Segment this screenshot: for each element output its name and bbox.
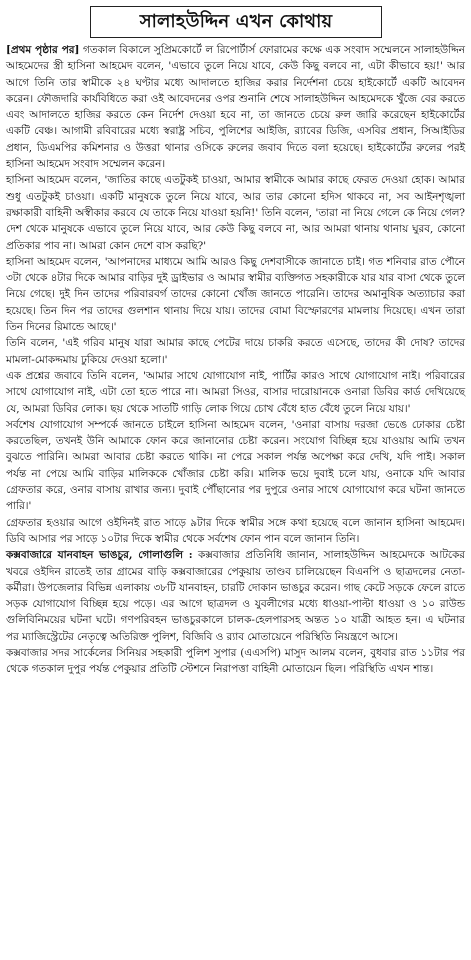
paragraph-text: তিনি বলেন, 'এই গরিব মানুষ যারা আমার কাছে পেটের দায়ে চাকরি করতে এসেছে, তাদের কী দোষ? তাদের মামলা-মোকদ্দমায় ঢুকিয়ে দেওয়া হলো।'	[6, 337, 465, 366]
paragraph-text: হাসিনা আহমেদ বলেন, 'জাতির কাছে এতটুকই চাওয়া, আমার স্বামীকে আমার কাছে ফেরত দেওয়া হোক। আমার শুধু এতটুকই চাওয়া। একটি মানুষকে তুলে নিয়ে যাবে, আর তার কোনো হদিস থাকবে না, সব আইনশৃঙ্খলা রক্ষাকারী বাহিনী অস্বীকার করবে যে তাকে নিয়ে যাওয়া হয়নি!' তিনি বলেন, 'তারা না নিয়ে গেলে কে নিয়ে গেল? দেশ থেকে মানুষকে এভাবে তুলে নিয়ে যাবে, আর কেউ কিছু বলবে না, আর আমরা থানায় থানায় ঘুরব, কোনো প্রতিকার পাব না। আমরা কোন দেশে বাস করছি?'	[6, 174, 465, 252]
paragraph	[6, 368, 465, 417]
paragraph	[6, 645, 465, 678]
paragraph-text: হাসিনা আহমেদ বলেন, 'আপনাদের মাধ্যমে আমি আরও কিছু দেশবাসীকে জানাতে চাই। গত শনিবার রাত পৌনে ৩টা থেকে ৪টার দিকে আমার বাড়ির দুই ড্রাইভার ও আমার স্বামীর ব্যক্তিগত সহকারীকে যার যার বাসা থেকে তুলে নিয়ে গেছে। দুই দিন তাদের পরিবারবর্গ তাদের কোনো খোঁজ জানতে পারেনি। তাদের অমানুষিক অত্যাচার করা হয়েছে। তিন দিন পর তাদের গুলশান থানায় দিয়ে যায়। তাদের বোমা বিস্ফোরণের মামলায় দিয়েছে। এখন তারা তিন দিনের রিমান্ডে আছে।'	[6, 255, 465, 334]
paragraph-text: গতকাল বিকালে সুপ্রিমকোর্টে ল রিপোর্টার্স ফোরামের কক্ষে এক সংবাদ সম্মেলনে সালাহউদ্দিন আহমেদের স্ত্রী হাসিনা আহমেদ বলেন, 'এভাবে তুলে নিয়ে যাবে, কেউ কিছু বলবে না, এটা কীভাবে হয়!' আর আগে তিনি তার স্বামীকে ২৪ ঘণ্টার মধ্যে আদালতে হাজির করার নির্দেশনা চেয়ে হাইকোর্টে একটি আবেদন করেন। ফৌজদারি কার্যবিধিতে করা ওই আবেদনের ওপর শুনানি শেষে সালাহউদ্দিন আহমেদকে খুঁজে বের করতে এবং আদালতে হাজির করতে কেন নির্দেশ দেওয়া হবে না, তা জানতে চেয়ে রুল জারি করেছেন হাইকোর্টের একটি বেঞ্চ। আগামী রবিবারের মধ্যে স্বরাষ্ট্র সচিব, পুলিশের আইজি, র‍্যাবের ডিজি, এসবির প্রধান, সিআইডির প্রধান, ডিএমপির কমিশনার ও উত্তরা থানার ওসিকে রুলের জবাব দিতে বলা হয়েছে। হাইকোর্টের রুলের পরই হাসিনা আহমেদ সংবাদ সম্মেলন করেন।	[6, 44, 465, 171]
paragraph-text: গ্রেফতার হওয়ার আগে ওইদিনই রাত সাড়ে ৯টার দিকে স্বামীর সঙ্গে কথা হয়েছে বলে জানান হাসিনা আহমেদ। ডিবি আসার পর সাড়ে ১০টার দিকে স্বামীর থেকে সর্বশেষ ফোন পান বলে জানান তিনি।	[6, 516, 465, 545]
paragraph-text: সর্বশেষ যোগাযোগ সম্পর্কে জানতে চাইলে হাসিনা আহমেদ বলেন, 'ওনারা বাসায় দরজা ভেঙে ঢোকার চেষ্টা করতেছিল, তখনই উনি আমাকে ফোন করে জানানোর চেষ্টা করেন। সংযোগ বিচ্ছিন্ন হয়ে যাওয়ায় আমি তখন বুঝতে পারিনি। আমরা আবার চেষ্টা করতে থাকি। না পেরে সকাল পর্যন্ত অপেক্ষা করে দেখি, যদি পাই। সকাল পর্যন্ত না পেয়ে আমি বাড়ির মালিককে খোঁজার চেষ্টা করি। মালিক ভয়ে দুবাই চলে যায়, ওনাকে যদি আবার গ্রেফতার করে, ওনার বাসায় রাখার জন্য। দুবাই পৌঁছানোর পর দুপুরে ওনার সাথে যোগাযোগ করে ঘটনা জানতে পারি।'	[6, 418, 465, 513]
paragraph-text: কক্সবাজার প্রতিনিধি জানান, সালাহউদ্দিন আহমেদকে আটকের খবরে ওইদিন রাতেই তার গ্রামের বাড়ি কক্সবাজারের পেকুয়ায় তাণ্ডব চালিয়েছেন বিএনপি ও ছাত্রদলের নেতা-কর্মীরা। উপজেলার বিভিন্ন এলাকায় ৩৮টি যানবাহন, চারটি দোকান ভাঙচুর করেন। গাছ কেটে সড়কে ফেলে রাতে সড়ক যোগাযোগ বিচ্ছিন্ন হয়ে পড়ে। এর আগে ছাত্রদল ও যুবলীগের মধ্যে ধাওয়া-পাল্টা ধাওয়া ও ১০ রাউন্ড গুলিবিনিময়ের ঘটনা ঘটে। গণপরিবহন ভাঙচুরকালে চালক-হেলপারসহ অন্তত ১০ যাত্রী আহত হন। এ ঘটনার পর ম্যাজিস্ট্রেটের নেতৃত্বে অতিরিক্ত পুলিশ, বিজিবি ও র‍্যাব মোতায়েনে পরিস্থিতি নিয়ন্ত্রণে আসে।	[6, 549, 466, 643]
continuation-tag: [প্রথম পৃষ্ঠার পর]	[6, 44, 80, 56]
headline: সালাহউদ্দিন এখন কোথায়	[139, 10, 333, 32]
paragraph	[6, 42, 465, 172]
headline-box	[90, 6, 382, 38]
article-body	[6, 42, 465, 678]
paragraph-text: কক্সবাজার সদর সার্কেলের সিনিয়র সহকারী পুলিশ সুপার (এএসপি) মাসুদ আলম বলেন, বুধবার রাত ১১টার পর থেকে গতকাল দুপুর পর্যন্ত পেকুয়ার প্রতিটি স্টেশনে নিরাপত্তা বাহিনী মোতায়েন ছিল। পরিস্থিতি এখন শান্ত।	[6, 646, 465, 676]
paragraph	[6, 335, 465, 368]
paragraph	[6, 547, 465, 645]
paragraph-text: এক প্রশ্নের জবাবে তিনি বলেন, 'আমার সাথে যোগাযোগ নাই, পার্টির কারও সাথে যোগাযোগ নাই। পরিবারের সাথে যোগাযোগ নাই, এটা তো হতে পারে না। আমরা সিওর, বাসার দারোয়ানকে ওনারা ডিবির কার্ড দেখিয়েছে যে, আমরা ডিবির লোক। ছয় থেকে সাতটি গাড়ি লোক গিয়ে চোখ বেঁধে হাত বেঁধে তুলে নিয়ে যায়।'	[6, 369, 465, 415]
paragraph	[6, 417, 465, 515]
paragraph	[6, 515, 465, 548]
subheading: কক্সবাজারে যানবাহন ভাঙচুর, গোলাগুলি :	[6, 549, 193, 562]
paragraph	[6, 254, 465, 335]
paragraph	[6, 172, 465, 253]
